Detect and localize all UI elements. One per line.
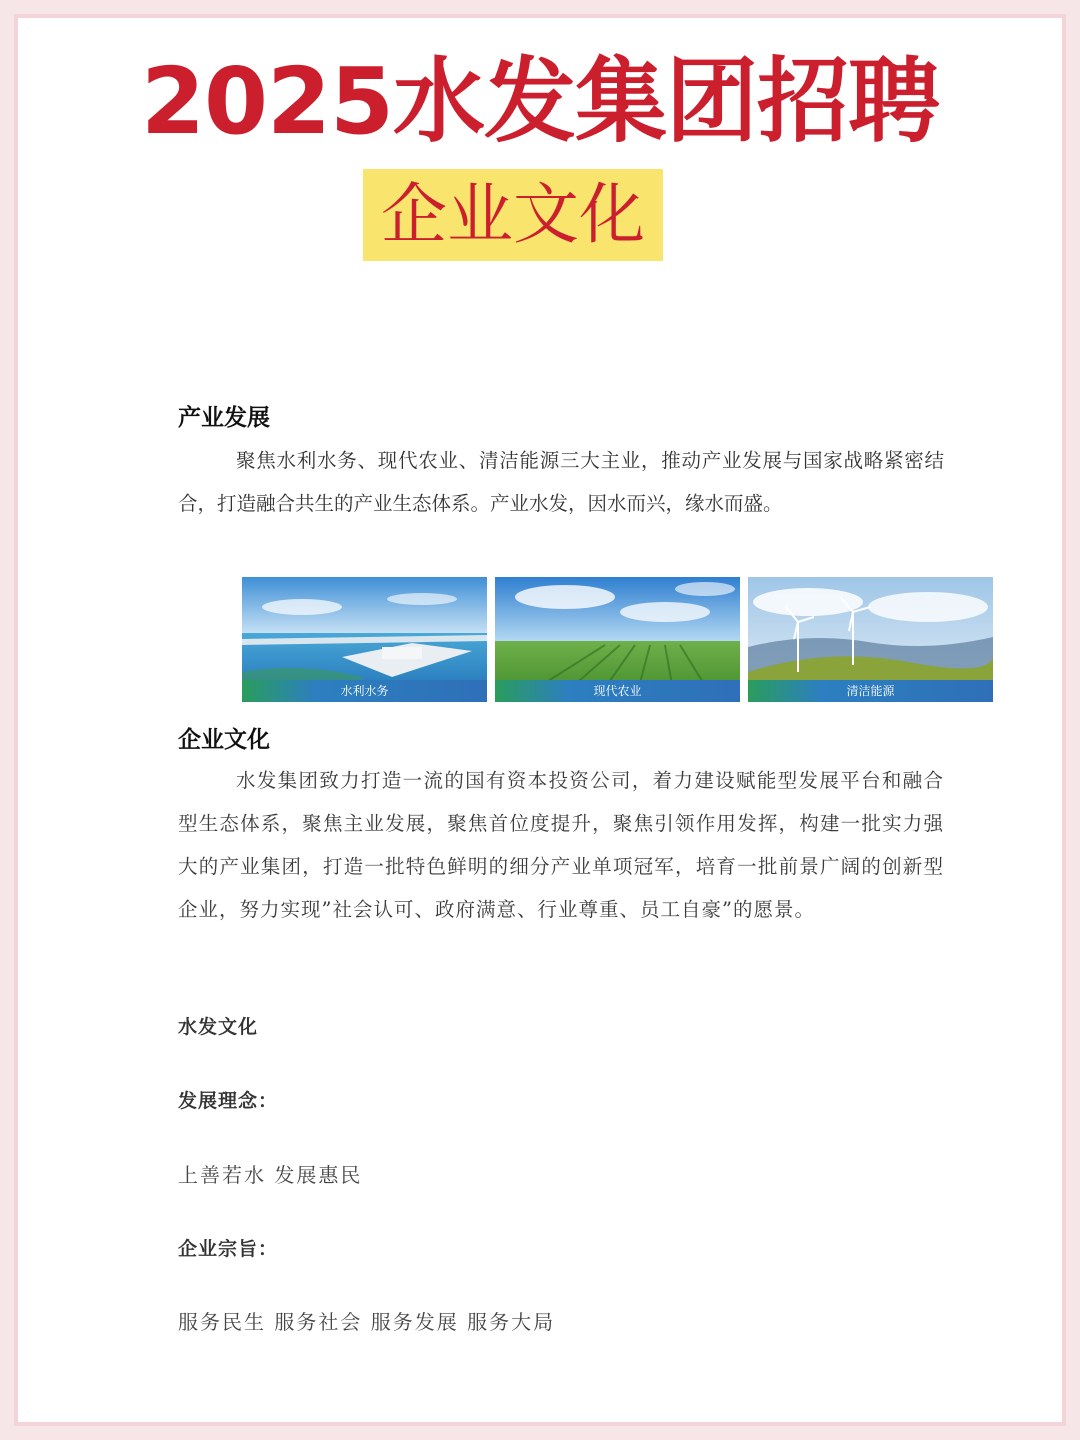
caption-band — [495, 680, 740, 702]
wind-turbine-photo — [748, 577, 993, 702]
photo-caption: 水利水务 — [340, 684, 389, 698]
concept-label: 发展理念： — [178, 1090, 279, 1112]
caption-band — [242, 680, 487, 702]
culture-heading: 企业文化 — [178, 727, 270, 753]
concept-value: 上善若水 发展惠民 — [178, 1163, 363, 1187]
caption-band — [748, 680, 993, 702]
photo-caption: 清洁能源 — [846, 684, 895, 698]
reservoir-photo — [242, 577, 487, 702]
page-title: 2025水发集团招聘 — [140, 48, 940, 155]
photo-caption: 现代农业 — [593, 684, 642, 698]
industry-photo-strip — [242, 577, 993, 702]
industry-paragraph: 聚焦水利水务、现代农业、清洁能源三大主业，推动产业发展与国家战略紧密结合，打造融合共生的产业生态体系。产业水发，因水而兴，缘水而盛。 — [178, 449, 944, 515]
industry-heading: 产业发展 — [178, 405, 270, 431]
culture-paragraph: 水发集团致力打造一流的国有资本投资公司，着力建设赋能型发展平台和融合型生态体系，聚焦主业发展，聚焦首位度提升，聚焦引领作用发挥，构建一批实力强大的产业集团，打造一批特色鲜明的细分产业单项冠军，培育一批前景广阔的创新型企业，努力实现”社会认可、政府满意、行业尊重、员工自豪”的愿景。 — [178, 769, 944, 921]
purpose-label: 企业宗旨： — [178, 1238, 279, 1260]
water-culture-heading: 水发文化 — [178, 1016, 259, 1038]
farmland-photo — [495, 577, 740, 702]
subtitle-highlight — [363, 169, 663, 261]
page-subtitle: 企业文化 — [381, 176, 645, 253]
purpose-value: 服务民生 服务社会 服务发展 服务大局 — [178, 1310, 556, 1334]
